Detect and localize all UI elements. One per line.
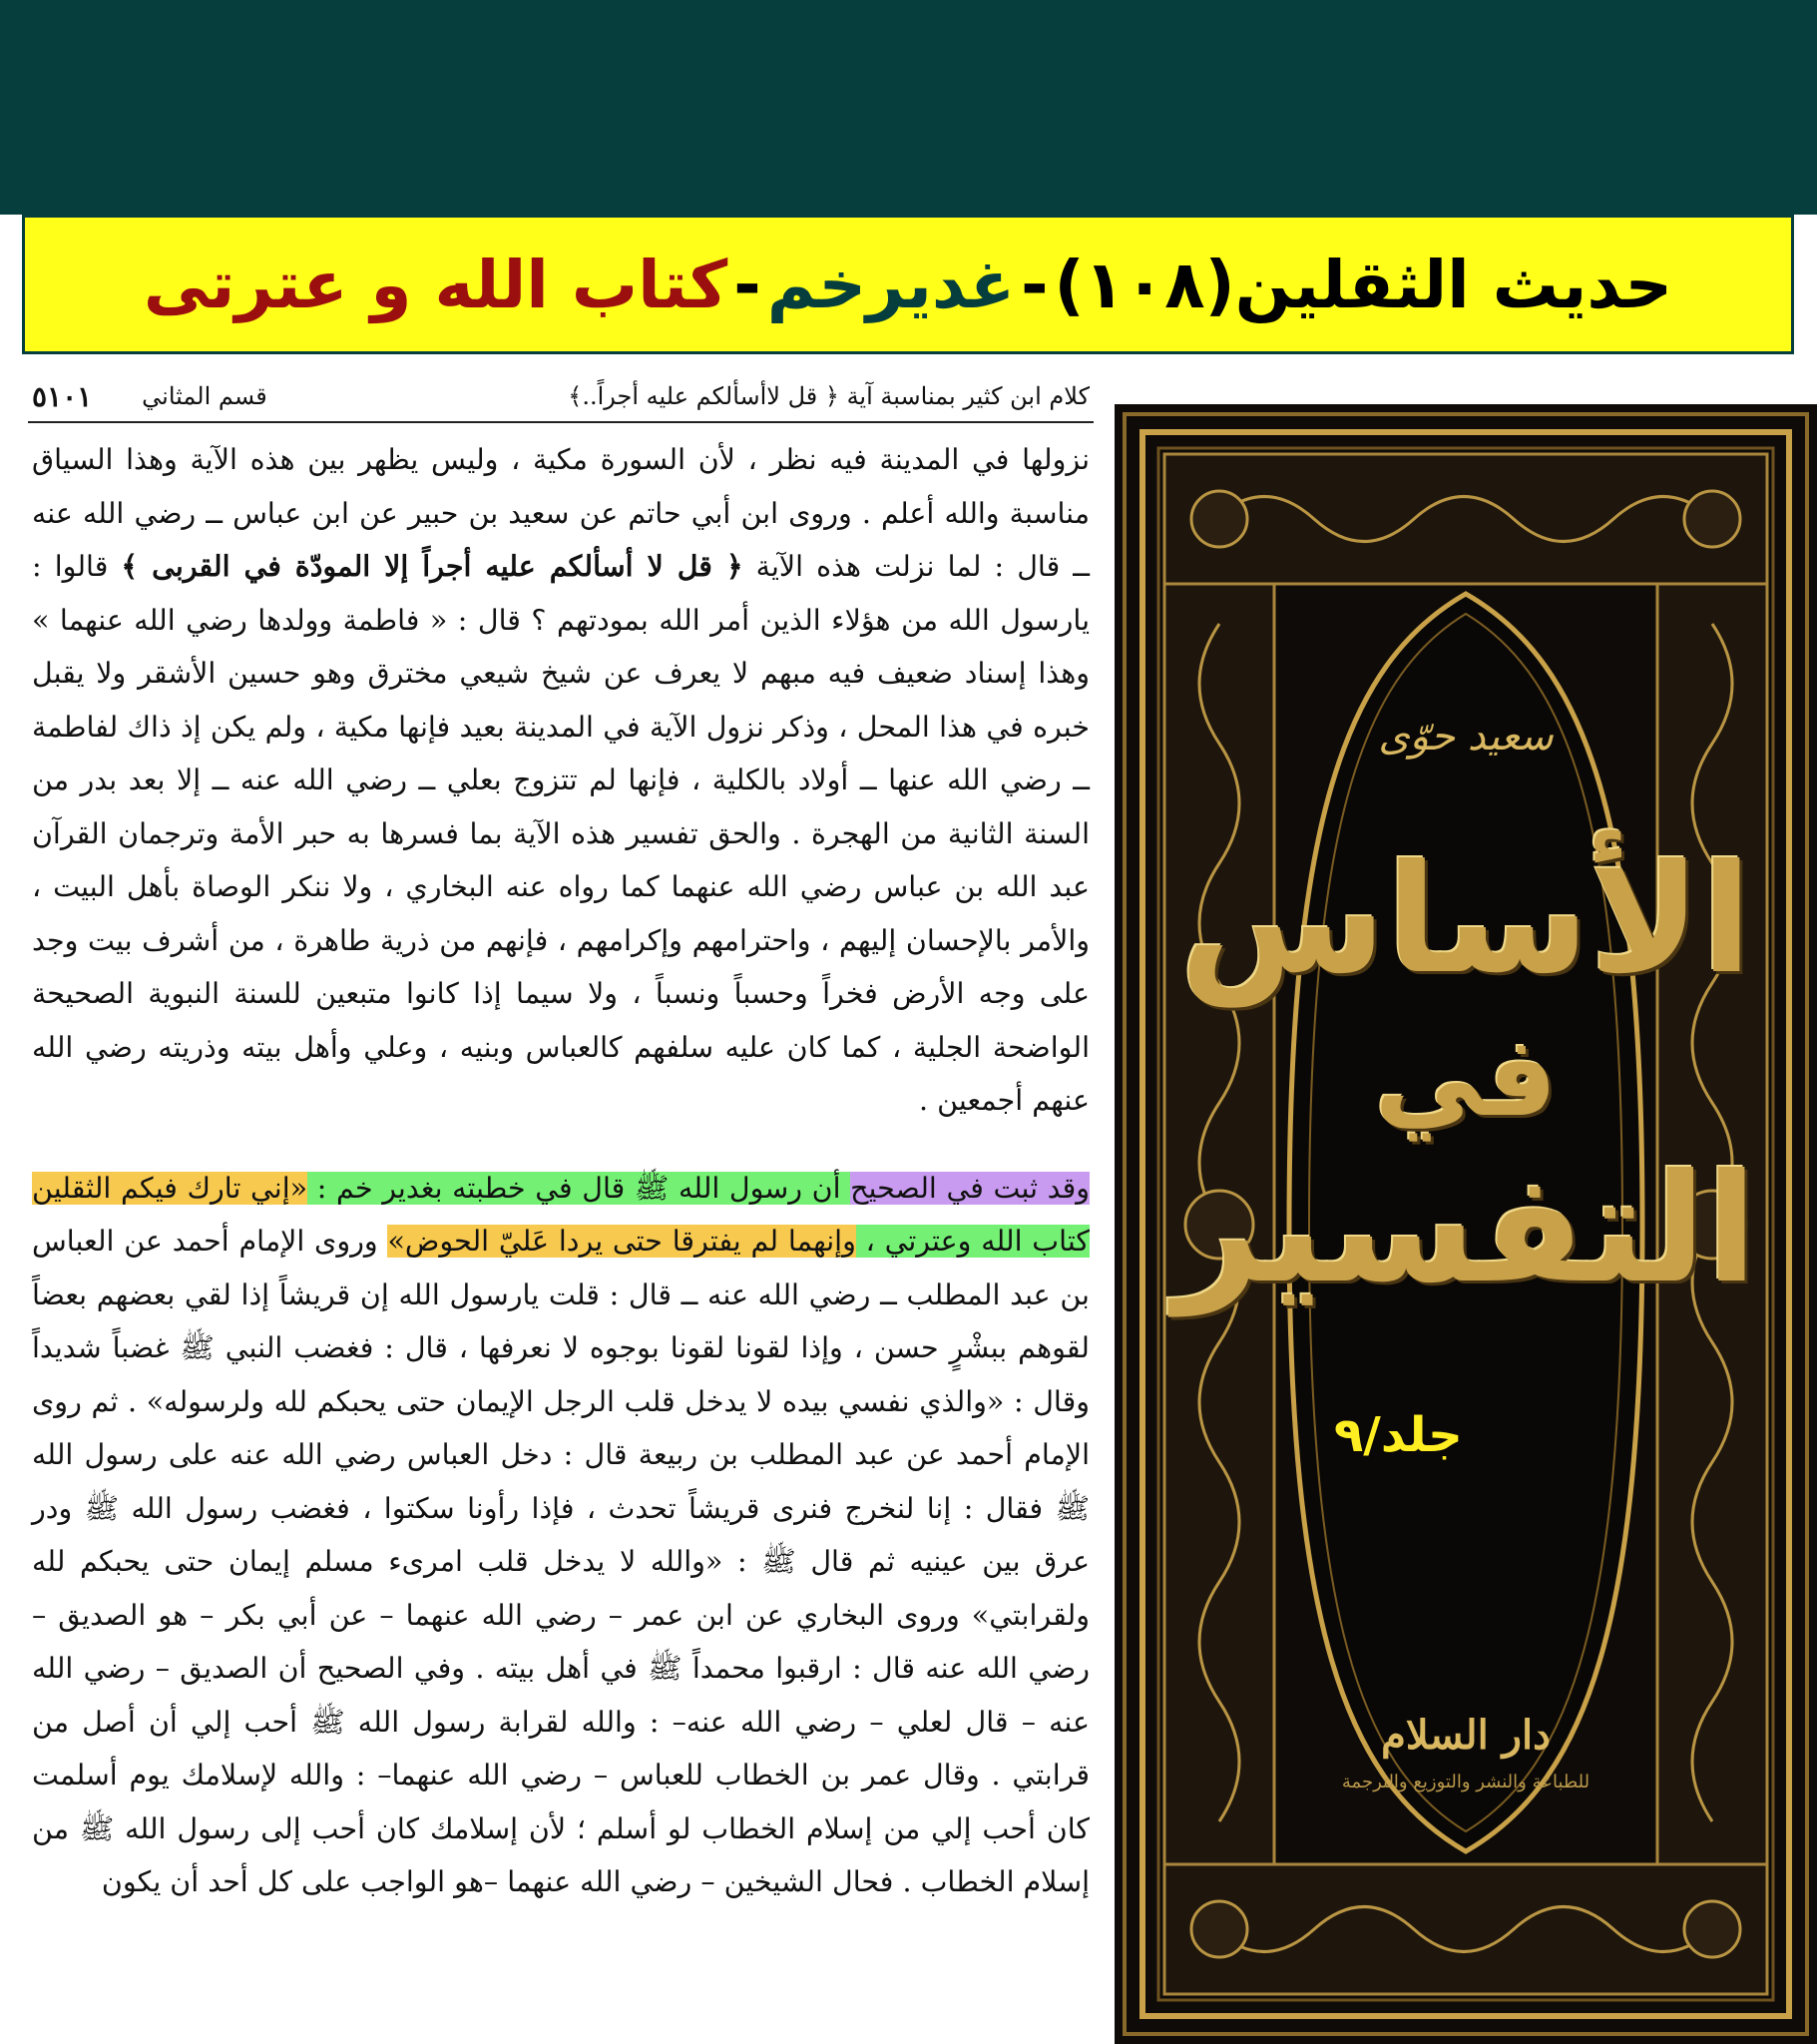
book-cover [1115, 404, 1817, 2044]
top-color-band [0, 0, 1817, 215]
running-head-left [32, 380, 267, 413]
title-separator: - [1021, 246, 1049, 323]
title-separator: - [733, 246, 761, 323]
title-ghadir-khumm: غديرخم [766, 246, 1016, 323]
cover-title-line2: في [1374, 1013, 1558, 1141]
page-number: ٥١٠١ [32, 379, 93, 413]
paragraph-text: قالوا : يارسول الله من هؤلاء الذين أمر الله بمودتهم ؟ قال : « فاطمة وولدها رضي الله عنهما » وهذا إسناد ضعيف فيه مبهم لا يعرف عن شيخ شيعي مخترق وهو حسين الأشقر ولا يقبل خبره في هذا المحل ، وذكر نزول الآية في المدينة بعيد فإنها مكية ، ولم يكن إذ ذاك لفاطمة ــ رضي الله عنها ــ أولاد بالكلية ، فإنها لم تتزوج بعلي ــ رضي الله عنه ــ إلا بعد بدر من السنة الثانية من الهجرة . والحق تفسير هذه الآية بما فسرها به حبر الأمة وترجمان القرآن عبد الله بن عباس رضي الله عنهما كما رواه عنه البخاري ، ولا ننكر الوصاة بأهل البيت ، والأمر بالإحسان إليهم ، واحترامهم وإكرامهم ، فإنهم من ذرية طاهرة ، من أشرف بيت وجد على وجه الأرض فخراً وحسباً ونسباً ، ولا سيما إذا كانوا متبعين للسنة النبوية الصحيحة الواضحة الجلية ، كما كان عليه سلفهم كالعباس وبنيه ، وعلي وأهل بيته وذريته رضي الله عنهم أجمعين . [32, 550, 1091, 1117]
quran-verse: ﴿ قل لا أسألكم عليه أجراً إلا المودّة في القربى ﴾ [121, 549, 743, 583]
highlight-yellow: «إني تارك فيكم الثقلين [32, 1171, 308, 1205]
highlight-yellow: وإنهما لم يفترقا حتى يردا عَليّ الحوض» [387, 1225, 856, 1258]
page-title [22, 215, 1794, 354]
highlight-purple: وقد ثبت في الصحيح [850, 1171, 1090, 1205]
paragraph-thaqalayn [28, 1162, 1094, 1909]
running-head-text: كلام ابن كثير بمناسبة آية ﴿ قل لاأسألكم عليه أجراً..﴾ [568, 382, 1090, 410]
cover-title-line3: التفسير [1173, 1143, 1758, 1316]
volume-label: جلد/٩ [1334, 1407, 1463, 1463]
cover-publisher-subtitle: للطباعة والنشر والتوزيع والترجمة [1341, 1772, 1590, 1792]
paragraph-text: نزولها في المدينة فيه نظر ، لأن السورة مكية ، وليس يظهر بين هذه الآية وهذا السياق مناسبة والله أعلم . وروى ابن أبي حاتم عن سعيد بن حبير عن ابن عباس ــ رضي الله عنه ــ قال : لما نزلت هذه الآية [32, 443, 1090, 583]
paragraph-text: وروى الإمام أحمد عن العباس بن عبد المطلب ــ رضي الله عنه ــ قال : قلت يارسول الله إن قريشاً إذا لقي بعضهم بعضاً لقوهم ببشْرٍ حسن ، وإذا لقونا لقونا بوجوه لا نعرفها ، قال : فغضب النبي ﷺ غضباً شديداً وقال : «والذي نفسي بيده لا يدخل قلب الرجل الإيمان حتى يحبكم لله ولرسوله» . ثم روى الإمام أحمد عن عبد المطلب بن ربيعة قال : دخل العباس رضي الله عنه على رسول الله ﷺ فقال : إنا لنخرج فنرى قريشاً تحدث ، فإذا رأونا سكتوا ، فغضب رسول الله ﷺ ودر عرق بين عينيه ثم قال ﷺ : «والله لا يدخل قلب امرىء مسلم إيمان حتى يحبكم لله ولقرابتي» وروى البخاري عن ابن عمر – رضي الله عنهما – عن أبي بكر – هو الصديق – رضي الله عنه قال : ارقبوا محمداً ﷺ في أهل بيته . وفي الصحيح أن الصديق – رضي الله عنه – قال لعلي – رضي الله عنه– : والله لقرابة رسول الله ﷺ أحب إلي أن أصل من قرابتي . وقال عمر بن الخطاب للعباس – رضي الله عنهما– : والله لإسلامك يوم أسلمت كان أحب إلي من إسلام الخطاب لو أسلم ؛ لأن إسلامك كان أحب إلى رسول الله ﷺ من إسلام الخطاب . فحال الشيخين – رضي الله عنهما –هو الواجب على كل أحد أن يكون [32, 1225, 1090, 1898]
book-page-scan [28, 371, 1094, 2038]
title-kitab-allah: كتاب الله و عترتی [143, 246, 728, 323]
highlight-green: كتاب الله وعترتي ، [855, 1225, 1090, 1258]
title-hadith-thaqalayn: حديث الثقلين(١٠٨) [1054, 246, 1673, 323]
cover-publisher: دار السلام [1381, 1712, 1551, 1759]
paragraph-ibn-kathir [28, 433, 1094, 1128]
section-name: قسم المثاني [142, 382, 267, 410]
running-header [28, 371, 1094, 423]
highlight-green: أن رسول الله ﷺ قال في خطبته بغدير خم : [307, 1171, 851, 1205]
cover-author: سعيد حوّى [1378, 714, 1554, 760]
cover-title-line1: الأساس [1179, 833, 1752, 1007]
